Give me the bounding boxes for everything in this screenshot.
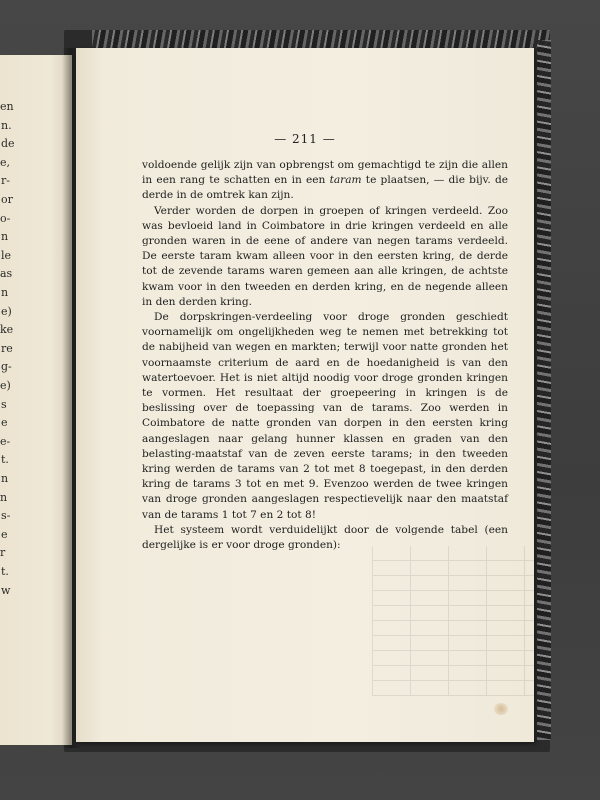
emphasized-term: taram [329,174,362,187]
left-page-fragment: r- [1,174,10,188]
page-number: — 211 — [274,132,336,146]
left-page-fragment: or [1,193,13,206]
left-page-fragment: e [1,416,8,430]
left-page-fragment: ke [0,323,14,337]
left-page-fragment: as [0,267,13,281]
left-page-fragment: n [0,490,8,504]
left-page-fragment: r [0,546,6,560]
left-page-fragment: e) [1,304,12,318]
left-page-fragment: n [1,472,9,485]
left-page-fragment: en [0,100,14,113]
left-page-fragment: o- [0,211,11,225]
left-page-fragment: re [1,341,13,355]
paragraph-3: De dorpskringen-verdeeling voor droge gronden geschiedt voornamelijk om ongelijkheden weg te nemen met betrekking tot de nabijheid van wegen en markten; terwijl voor natte gronden het voornaamste criterium de aard en de hoedanigheid is van den watertoevoer. Het is niet altijd noodig voor droge gronden kringen te vormen. Het resultaat der groepeering in kringen is de beslissing over de toepassing van de tarams. Zoo werden in Coimbatore de natte gronden van dorpen in den eersten kring aangeslagen naar gelang hunner klassen en graden van den belasting-maatstaf van de zeven eerste tarams; in den tweeden kring werden de tarams van 2 tot met 8 toegepast, in den derden kring de tarams 3 tot en met 9. Evenzoo werden de twee kringen van droge gronden aangeslagen respectievelijk naar den maatstaf van de tarams 1 tot 7 en 2 tot 8! [142,311,508,521]
left-page-fragment: e, [0,155,11,169]
paper-stain [494,703,508,715]
left-page-fragment: g- [1,360,12,374]
left-page-fragment: w [1,583,11,597]
left-page-fragment: n [1,286,9,299]
marbled-edge-top [92,30,550,48]
left-page-fragment: n. [1,118,12,132]
paragraph-1-end: te plaatsen, — die bijv. de derde in de omtrek kan zijn. [142,174,508,202]
left-page-fragment: e- [0,434,11,448]
left-page-fragment: le [1,248,12,262]
left-page-fragment: de [1,137,15,151]
left-page-fragment: t. [1,565,9,578]
show-through-table [372,546,552,696]
body-text [142,158,508,553]
left-page-fragment: s [1,397,7,411]
left-page-fragment: e [1,527,8,541]
left-page-fragment: t. [1,453,9,467]
paragraph-1-start: voldoende gelijk zijn van opbrengst om gemachtigd te zijn die allen in een rang te schatten en in een [142,159,508,187]
left-page-fragment: n [1,230,9,244]
right-page [76,48,534,742]
paragraph-2: Verder worden de dorpen in groepen of kringen verdeeld. Zoo was bevloeid land in Coimbatore in drie kringen verdeeld en alle gronden waren in de eene of andere van negen tarams verdeeld. De eerste taram kwam alleen voor in den eersten kring, de derde tot de zevende tarams waren gemeen aan alle kringen, de achtste kwam voor in den tweeden en derden kring, en de negende alleen in den derden kring. [142,204,508,308]
paragraph-1 [142,158,508,204]
left-page-fragment: e) [0,379,11,392]
left-page-fragment: s- [1,509,11,523]
paragraph-4: Het systeem wordt verduidelijkt door de volgende tabel (een dergelijke is er voor droge gronden): [142,523,508,552]
